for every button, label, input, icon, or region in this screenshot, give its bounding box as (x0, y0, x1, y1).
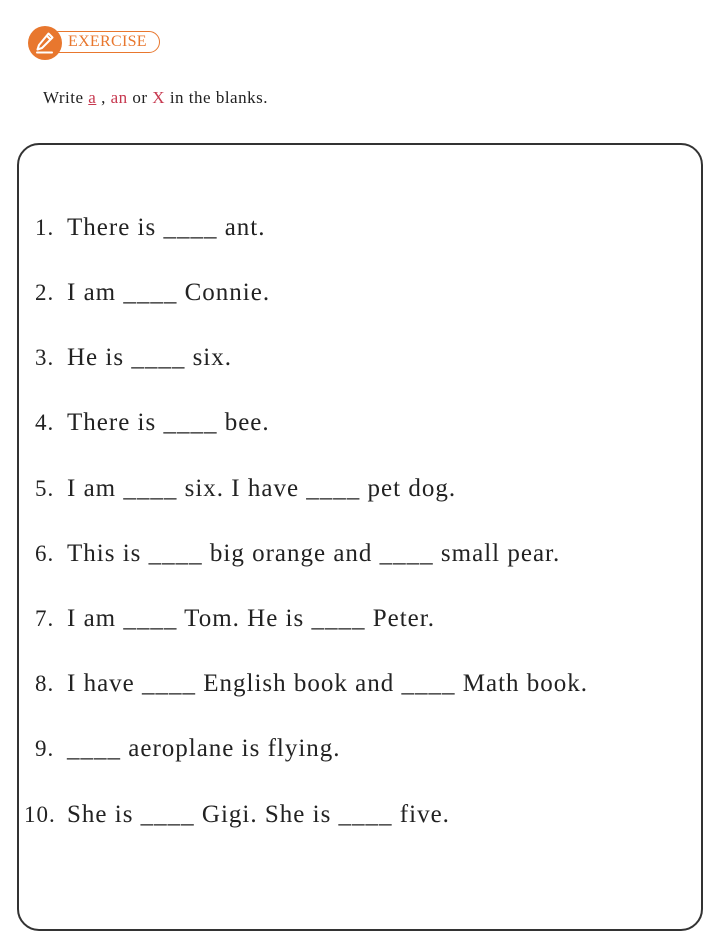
question-number: 4. (35, 410, 55, 435)
question-6 (35, 540, 560, 568)
question-text: ____ aeroplane is flying. (67, 735, 341, 762)
question-7 (35, 605, 435, 633)
question-text: I am ____ Connie. (67, 279, 271, 306)
question-3 (35, 344, 232, 372)
question-number: 3. (35, 345, 55, 370)
option-x: X (152, 88, 166, 107)
question-text: There is ____ bee. (67, 409, 270, 436)
question-number: 8. (35, 671, 55, 696)
option-a: a (88, 88, 97, 107)
instruction-sep-2: or (127, 88, 153, 107)
question-text: I have ____ English book and ____ Math book. (67, 670, 589, 697)
instruction-sep-1: , (96, 88, 111, 107)
instruction-suffix: in the blanks. (165, 88, 268, 107)
option-an: an (110, 88, 128, 107)
question-number: 5. (35, 476, 55, 501)
question-text: I am ____ six. I have ____ pet dog. (67, 475, 457, 502)
question-text: She is ____ Gigi. She is ____ five. (67, 801, 450, 828)
instruction-prefix: Write (43, 88, 89, 107)
question-text: He is ____ six. (67, 344, 232, 371)
question-8 (35, 670, 588, 698)
question-1 (35, 214, 266, 242)
question-10 (24, 801, 450, 829)
exercise-badge-label: EXERCISE (68, 33, 147, 50)
question-5 (35, 475, 456, 503)
question-number: 6. (35, 541, 55, 566)
question-text: This is ____ big orange and ____ small pear. (67, 540, 561, 567)
question-number: 1. (35, 215, 55, 240)
instruction-text (43, 88, 268, 108)
question-9 (35, 735, 341, 763)
question-text: There is ____ ant. (67, 214, 266, 241)
question-number: 2. (35, 280, 55, 305)
badge-circle (28, 26, 62, 60)
question-number: 7. (35, 606, 55, 631)
question-number: 10. (24, 802, 56, 827)
pencil-icon (35, 32, 55, 54)
question-number: 9. (35, 736, 55, 761)
question-4 (35, 409, 270, 437)
question-2 (35, 279, 270, 307)
question-text: I am ____ Tom. He is ____ Peter. (67, 605, 435, 632)
